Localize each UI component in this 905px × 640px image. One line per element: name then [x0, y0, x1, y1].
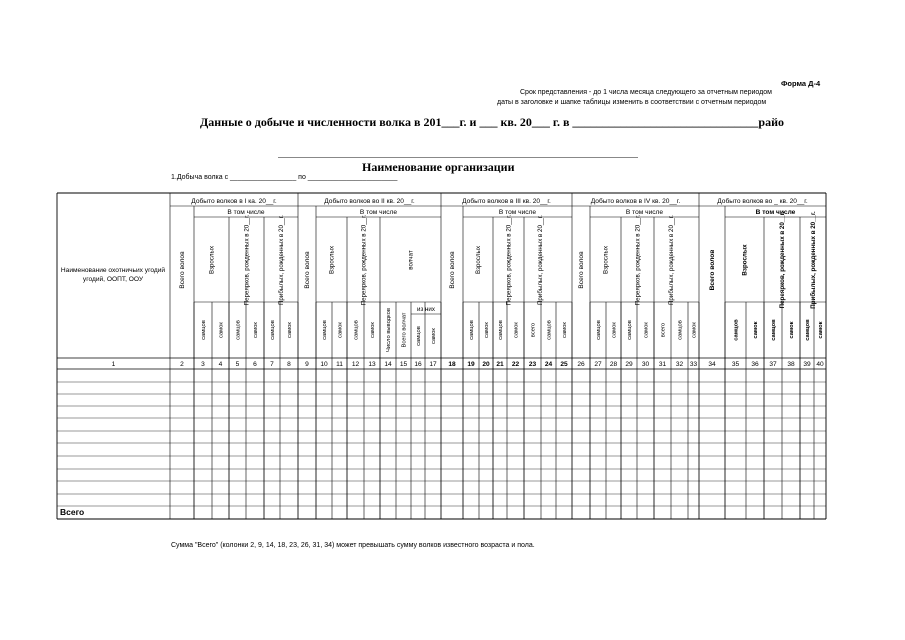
sex-label-col-6: самок: [253, 322, 259, 338]
column-number-16: 16: [414, 361, 422, 368]
in-number-label-3: В том числе: [498, 209, 537, 216]
deadline-note-line2: даты в заголовке и шапке таблицы изменить в соответствии с отчетным периодом: [497, 99, 767, 106]
column-number-7: 7: [270, 361, 274, 368]
column-number-13: 13: [368, 361, 376, 368]
period-line: 1.Добыча волка с _________________ по _______________________: [171, 174, 398, 181]
total-wolves-label-3: Всего волов: [449, 251, 456, 289]
sex-label-col-32: самцов: [677, 320, 684, 340]
column-number-11: 11: [336, 361, 343, 368]
pups-label-1: Прибылых, рожденных в 20__г.: [278, 214, 285, 306]
sex-label-col-28: самок: [611, 322, 618, 338]
column-number-29: 29: [625, 361, 633, 368]
sex-label-col-27: самцов: [596, 320, 602, 340]
column-number-40: 40: [816, 361, 824, 368]
column-number-19: 19: [467, 361, 475, 368]
sex-label-col-13: самок: [370, 322, 376, 338]
column-number-30: 30: [641, 361, 650, 368]
sex-label-col-17: самок: [431, 328, 437, 344]
column-number-6: 6: [253, 361, 257, 368]
name-header-line2: угодий, ООПТ, ООУ: [82, 276, 144, 283]
quarter-title-4: Добыто волков в IV кв. 20__г.: [590, 198, 681, 205]
sex-label-col-3: самцов: [201, 320, 207, 340]
sex-label-col-8: самок: [287, 322, 293, 338]
column-number-22: 22: [511, 361, 520, 368]
name-header-line1: Наименование охотничьих угодий: [60, 267, 166, 274]
column-number-27: 27: [594, 361, 602, 368]
wolf-pups-label: волчат: [407, 250, 415, 270]
column-number-23: 23: [528, 361, 537, 368]
sex-label-col-12: самцов: [353, 320, 360, 340]
column-number-25: 25: [560, 361, 568, 368]
quarter-title-2: Добыто волков во II кв. 20__г.: [324, 198, 415, 205]
sex-label-col-23: всего: [530, 322, 537, 338]
column-number-37: 37: [769, 361, 777, 368]
sex-label-col-10: самцов: [322, 320, 328, 340]
sex-label-col-11: самок: [337, 322, 344, 338]
table-grid: [57, 193, 826, 519]
org-title: Наименование организации: [362, 160, 515, 174]
sex-label-col-25: самок: [562, 322, 568, 338]
yearlings-label-5: Переярков, рожденных в 20__г.: [779, 211, 786, 309]
column-number-36: 36: [751, 361, 759, 368]
sex-label-col-7: самцов: [270, 320, 276, 340]
column-number-17: 17: [429, 361, 437, 368]
yearlings-label-4: Переярков, рожденных в 20__г.: [634, 214, 642, 306]
column-number-15: 15: [399, 361, 408, 368]
column-number-14: 14: [384, 361, 392, 368]
sex-label-col-40: самок: [818, 321, 824, 339]
of-them-label: из них: [417, 306, 435, 313]
in-number-label-1: В том числе: [227, 209, 265, 216]
total-wolves-label-5: Всего волов: [709, 249, 716, 291]
sex-label-col-33: самок: [691, 322, 698, 338]
column-number-32: 32: [675, 361, 684, 368]
sex-label-col-21: самцов: [498, 320, 504, 340]
column-number-34: 34: [708, 361, 716, 368]
pups-label-5: Прибылых, рожденных в 20__г.: [810, 211, 817, 309]
column-number-9: 9: [305, 361, 309, 368]
yearlings-label-3: Переярков, рожденных в 20__г.: [505, 214, 513, 306]
sex-label-col-36: самок: [753, 321, 759, 339]
column-number-4: 4: [218, 361, 223, 368]
adults-label-2: Взрослых: [328, 245, 336, 275]
sex-label-col-29: самцов: [627, 320, 633, 340]
sex-label-col-31: всего: [660, 322, 667, 338]
yearlings-label-1: Переярков, рожденных в 20__г.: [243, 214, 251, 306]
column-number-26: 26: [577, 361, 585, 368]
column-number-31: 31: [658, 361, 667, 368]
column-number-38: 38: [787, 361, 795, 368]
column-number-8: 8: [287, 361, 291, 368]
sex-label-col-35: самцов: [733, 319, 740, 341]
sex-label-col-39: самцов: [805, 319, 811, 341]
adults-label-5: Взрослых: [741, 244, 749, 276]
quarter-title-3: Добыто волков в III кв. 20__г.: [462, 198, 551, 205]
sex-label-col-22: самок: [513, 322, 520, 338]
column-number-18: 18: [448, 361, 456, 368]
form-code: Форма Д-4: [781, 79, 821, 88]
main-title: Данные о добыче и численности волка в 201___г. и ___ кв. 20___ г. в _______________________________райо: [200, 115, 785, 129]
adults-label-1: Взрослых: [208, 245, 216, 275]
sex-label-col-5: самцов: [235, 320, 242, 340]
column-number-2: 2: [180, 361, 184, 368]
adults-label-3: Взрослых: [475, 245, 482, 275]
total-wolves-label-1: Всего волов: [179, 251, 186, 289]
total-wolves-label-4: Всего волов: [578, 251, 585, 289]
total-wolves-label-2: Всего волов: [304, 251, 311, 289]
sex-label-col-30: самок: [643, 322, 650, 338]
quarter-title-1: Добыто волков в I ка. 20__г.: [191, 198, 277, 205]
column-number-5: 5: [235, 361, 240, 368]
sex-label-col-4: самок: [218, 322, 225, 338]
table-header-labels: [61, 197, 824, 352]
adults-label-4: Взрослых: [602, 245, 610, 275]
column-number-39: 39: [803, 361, 811, 368]
column-number-24: 24: [544, 361, 553, 368]
table-cells: [60, 361, 824, 517]
in-number-label-5: В том числе: [755, 209, 796, 216]
sex-label-col-16: самцов: [416, 326, 422, 346]
sex-label-col-15: Всего волчат: [401, 312, 408, 348]
column-number-33: 33: [689, 361, 698, 368]
column-number-3: 3: [201, 361, 205, 368]
yearlings-label-2: Переярков, рожденных в 20__г.: [360, 214, 368, 306]
column-number-1: 1: [111, 361, 116, 368]
column-number-21: 21: [496, 361, 504, 368]
sex-label-col-37: самцов: [771, 319, 777, 341]
sex-label-col-24: самцов: [546, 320, 553, 340]
sex-label-col-38: самок: [789, 321, 795, 339]
footnote: Сумма "Всего" (колонки 2, 9, 14, 18, 23, 26, 31, 34) может превышать сумму волков известного возраста и пола.: [171, 542, 535, 549]
column-number-10: 10: [320, 361, 328, 368]
sex-label-col-19: самцов: [469, 320, 475, 340]
deadline-note-line1: Срок представления - до 1 числа месяца следующего за отчетным периодом: [520, 89, 772, 96]
total-row-label: Всего: [60, 507, 85, 517]
column-number-20: 20: [482, 361, 490, 368]
pups-label-4: Прибылых, рожденных в 20__г.: [668, 214, 675, 306]
pups-label-3: Прибылых, рожденных в 20__г.: [537, 214, 544, 306]
in-number-label-2: В том числе: [359, 209, 398, 216]
in-number-label-4: В том числе: [625, 209, 664, 216]
sex-label-col-20: самок: [484, 322, 490, 338]
column-number-28: 28: [609, 361, 618, 368]
column-number-12: 12: [351, 361, 360, 368]
quarter-title-5: Добыто волков во _ кв. 20__г.: [717, 198, 808, 205]
sex-label-col-14: Число выводков: [386, 308, 392, 352]
column-number-35: 35: [731, 361, 740, 368]
